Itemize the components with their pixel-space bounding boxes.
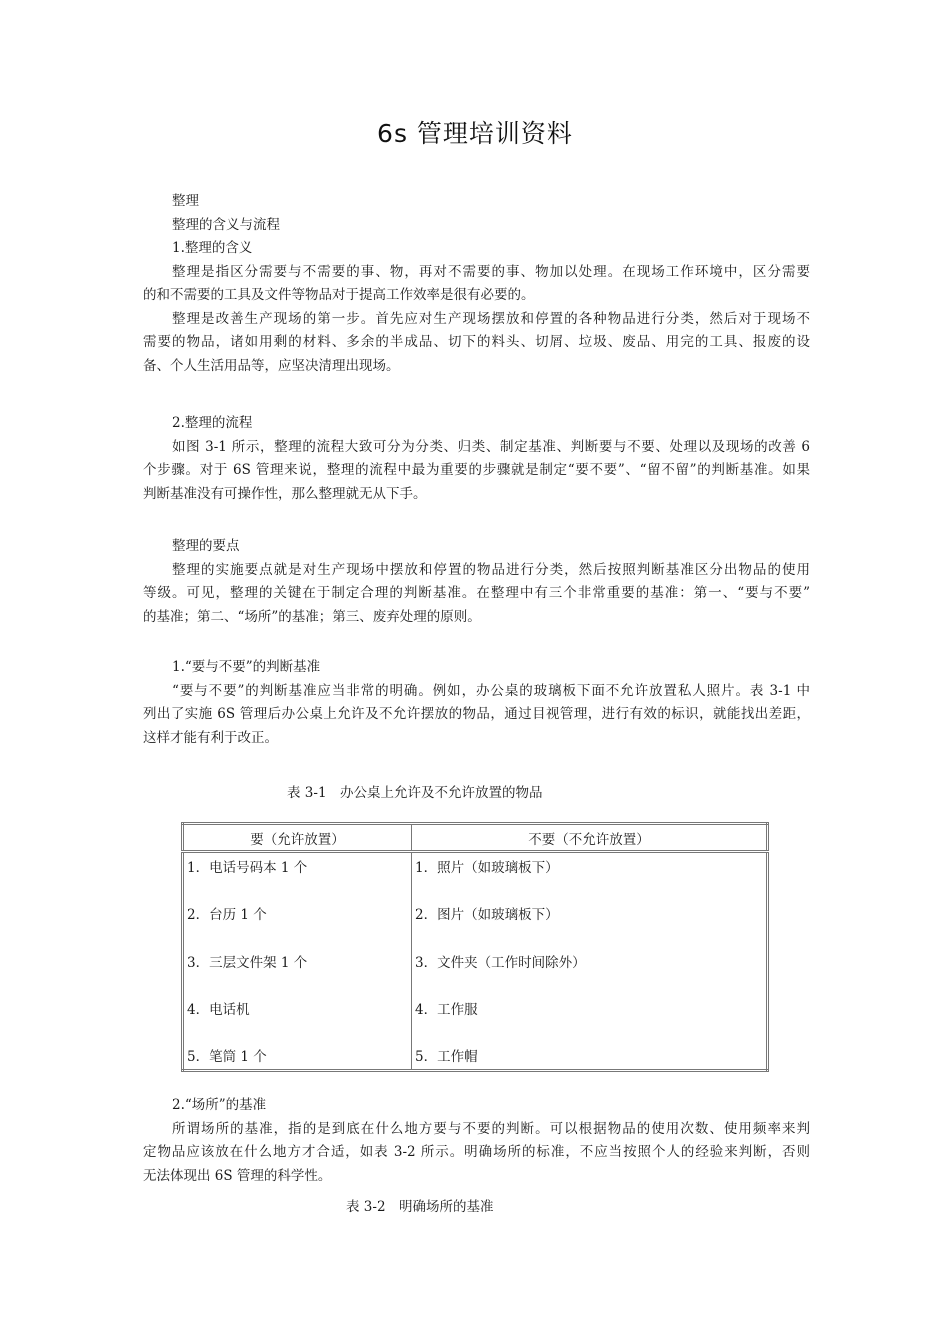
list-item: 3．文件夹（工作时间除外） — [415, 954, 586, 971]
paragraph-line: 备、个人生活用品等，应坚决清理出现场。 — [143, 357, 400, 374]
section-key-points — [143, 535, 810, 629]
paragraph-line: 的基准；第二、“场所”的基准；第三、废弃处理的原则。 — [143, 608, 481, 625]
list-item: 2．图片（如玻璃板下） — [415, 907, 559, 924]
list-item: 3．三层文件架 1 个 — [187, 954, 308, 971]
table-row — [183, 852, 768, 1071]
not-allowed-column — [412, 852, 768, 1071]
paragraph-line: 定物品应该放在什么地方才合适，如表 3-2 所示。明确场所的标准，不应当按照个人的经验来判断，否则 — [143, 1144, 810, 1160]
item-heading: 2.整理的流程 — [172, 415, 253, 431]
list-item: 5．笔筒 1 个 — [187, 1049, 267, 1066]
paragraph-line: “要与不要”的判断基准应当非常的明确。例如，办公桌的玻璃板下面不允许放置私人照片。表 3-1 中 — [172, 682, 810, 699]
list-item: 5．工作帽 — [415, 1049, 478, 1066]
list-item: 1．照片（如玻璃板下） — [415, 860, 559, 876]
paragraph-line: 整理是改善生产现场的第一步。首先应对生产现场摆放和停置的各种物品进行分类，然后对于现场不 — [172, 310, 810, 327]
subsection-heading: 整理的要点 — [172, 538, 240, 554]
item-heading: 1.“要与不要”的判断基准 — [172, 659, 321, 675]
paragraph-line: 列出了实施 6S 管理后办公桌上允许及不允许摆放的物品，通过目视管理，进行有效的标识，就能找出差距， — [143, 706, 810, 722]
paragraph-line: 所谓场所的基准，指的是到底在什么地方要与不要的判断。可以根据物品的使用次数、使用频率来判 — [172, 1120, 810, 1137]
page-title: 6s 管理培训资料 — [377, 119, 573, 148]
paragraph-line: 整理是指区分需要与不需要的事、物，再对不需要的事、物加以处理。在现场工作环境中，区分需要 — [172, 263, 810, 280]
section-need-criteria — [143, 656, 810, 750]
list-item: 4．电话机 — [187, 1001, 250, 1018]
table-caption: 表 3-1 办公桌上允许及不允许放置的物品 — [287, 785, 543, 801]
paragraph-line: 判断基准没有可操作性，那么整理就无从下手。 — [143, 485, 427, 502]
paragraph-line: 等级。可见，整理的关键在于制定合理的判断基准。在整理中有三个非常重要的基准：第一、“要与不要” — [143, 585, 810, 601]
paragraph-line: 整理的实施要点就是对生产现场中摆放和停置的物品进行分类，然后按照判断基准区分出物品的使用 — [172, 561, 810, 578]
table-caption: 表 3-2 明确场所的基准 — [346, 1199, 494, 1215]
section-heading: 整理 — [172, 193, 199, 209]
paragraph-line: 需要的物品，诸如用剩的材料、多余的半成品、切下的料头、切屑、垃圾、废品、用完的工具、报废的设 — [143, 334, 810, 350]
list-item: 1．电话号码本 1 个 — [187, 860, 308, 876]
desk-items-table — [181, 822, 769, 1072]
section-meaning — [143, 190, 810, 378]
item-heading: 1.整理的含义 — [172, 240, 253, 256]
paragraph-line: 无法体现出 6S 管理的科学性。 — [143, 1167, 332, 1184]
column-header: 不要（不允许放置） — [412, 824, 768, 852]
paragraph-line: 这样才能有利于改正。 — [143, 729, 278, 746]
subsection-heading: 整理的含义与流程 — [172, 216, 280, 233]
paragraph-line: 个步骤。对于 6S 管理来说，整理的流程中最为重要的步骤就是制定“要不要”、“留不留”的判断基准。如果 — [143, 462, 810, 478]
section-process — [143, 412, 810, 506]
item-heading: 2.“场所”的基准 — [172, 1097, 267, 1113]
list-item: 4．工作服 — [415, 1001, 478, 1018]
section-location-criteria — [143, 1094, 810, 1188]
column-header: 要（允许放置） — [183, 824, 412, 852]
list-item: 2．台历 1 个 — [187, 907, 267, 924]
paragraph-line: 的和不需要的工具及文件等物品对于提高工作效率是很有必要的。 — [143, 287, 535, 303]
allowed-column — [183, 852, 412, 1071]
paragraph-line: 如图 3-1 所示，整理的流程大致可分为分类、归类、制定基准、判断要与不要、处理以及现场的改善 6 — [172, 438, 810, 455]
table-header-row — [183, 824, 768, 852]
